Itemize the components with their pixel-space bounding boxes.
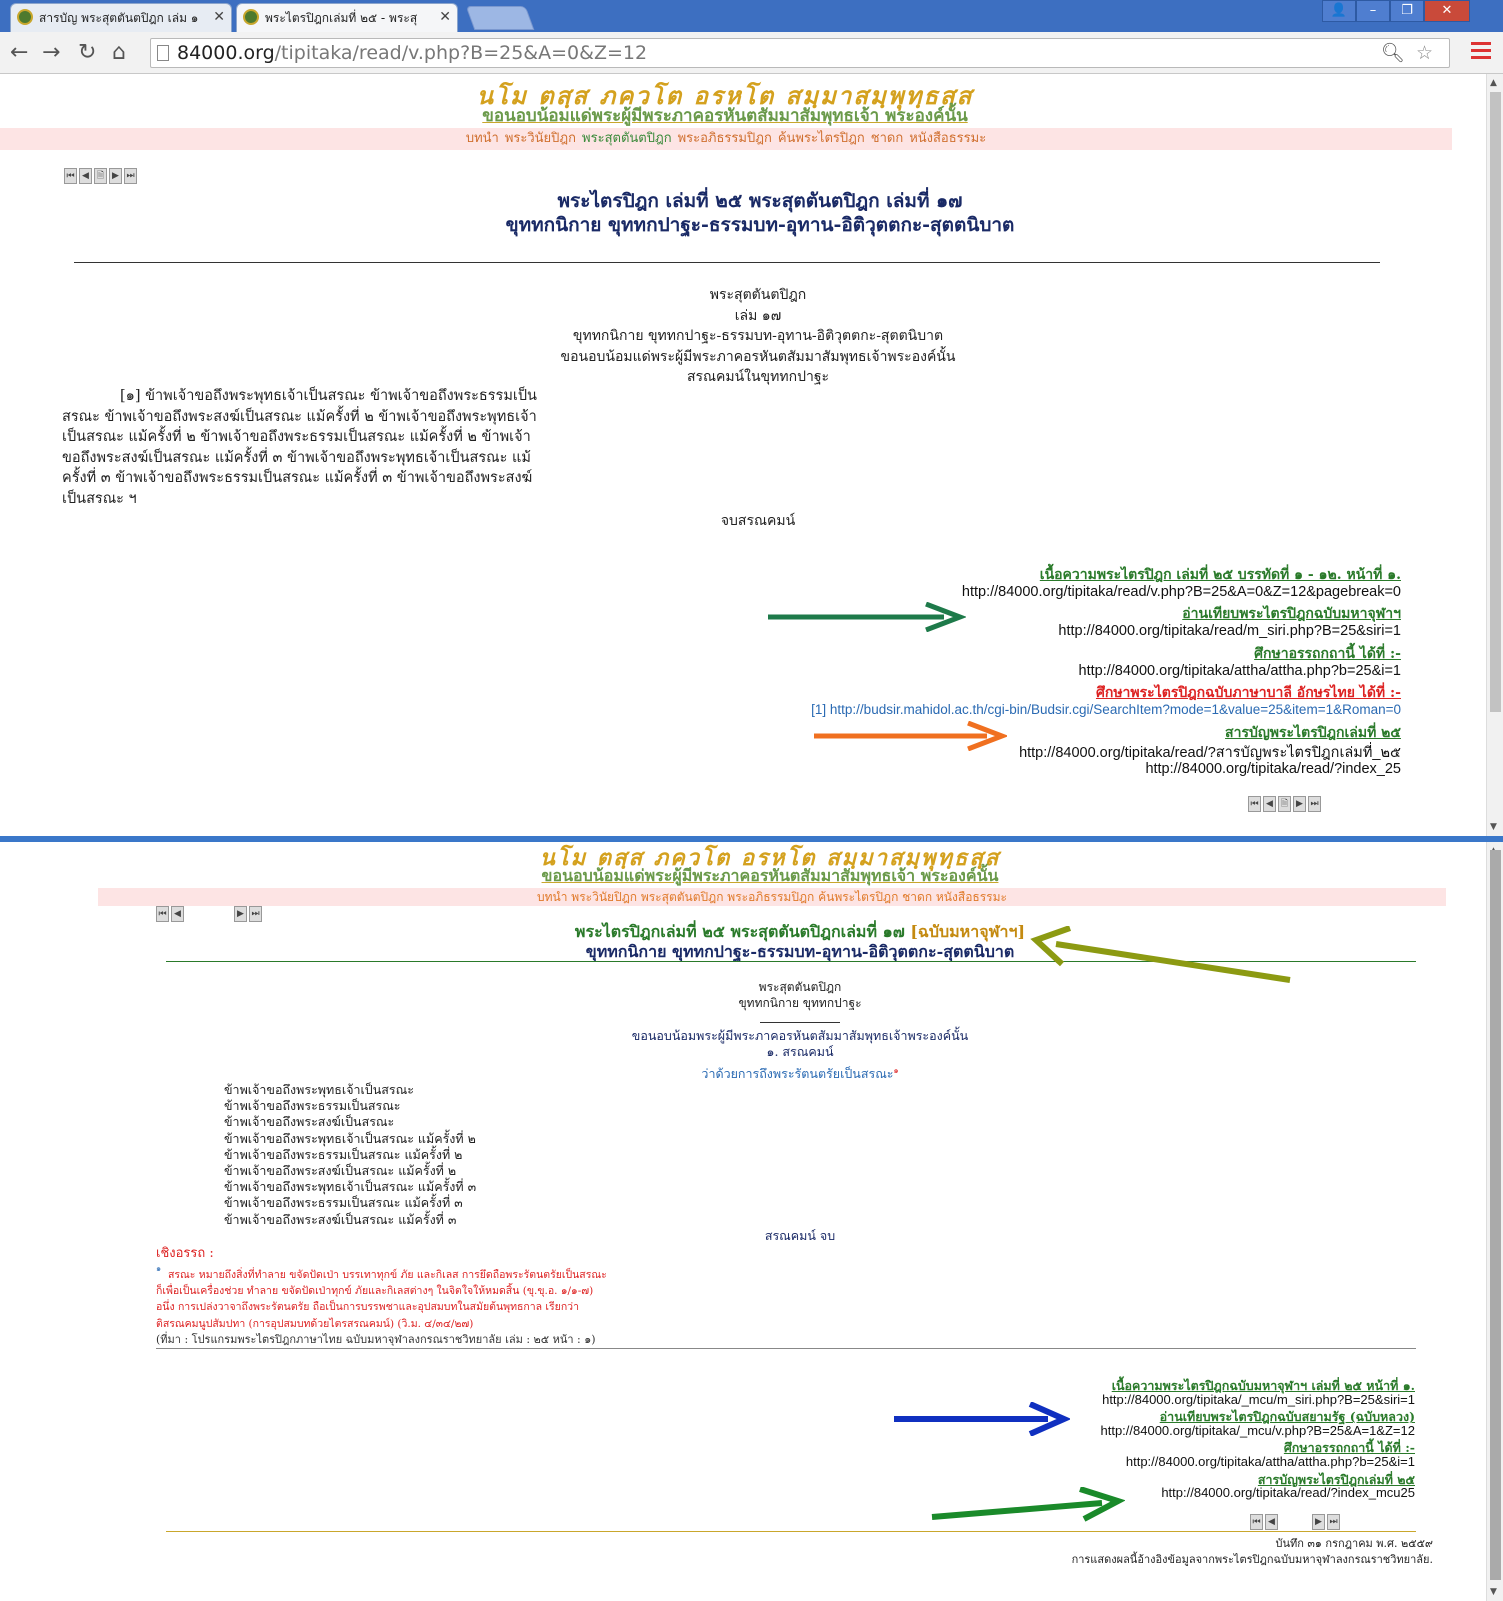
footnote-rule <box>156 1348 1416 1349</box>
page-icon <box>157 45 169 61</box>
homage-line: ขอนอบน้อมแด่พระผู้มีพระภาคอรหันตสัมมาสัมพุทธเจ้า พระองค์นั้น <box>482 106 968 126</box>
profile-icon[interactable]: 👤 <box>1322 0 1356 22</box>
chapter-title: ๑. สรณคมน์ <box>766 1044 834 1059</box>
nav-link[interactable]: พระสุตตันตปิฎก <box>582 131 672 146</box>
prev-page-icon[interactable]: ◀ <box>171 906 184 922</box>
close-window-button[interactable]: ✕ <box>1424 0 1470 22</box>
restore-button[interactable]: ❐ <box>1390 0 1424 22</box>
back-arrow-icon[interactable]: ← <box>10 40 29 65</box>
home-icon[interactable]: ⌂ <box>112 40 126 65</box>
last-page-icon[interactable]: ⏭ <box>124 168 137 184</box>
link-url[interactable]: http://84000.org/tipitaka/read/m_siri.php?B=25&siri=1 <box>1058 623 1401 640</box>
page-view-royal-edition <box>0 74 1503 836</box>
scrollbar[interactable] <box>1486 74 1503 836</box>
volume-subtitle: ขุททกนิกาย ขุททกปาฐะ-ธรรมบท-อุทาน-อิติวุตตกะ-สุตตนิบาต <box>505 214 1015 236</box>
close-tab-icon[interactable]: ✕ <box>213 9 225 25</box>
pager-bottom <box>1250 1514 1340 1530</box>
address-host: 84000.org <box>177 42 275 64</box>
site-favicon-icon <box>17 9 33 25</box>
footnote-line: ติสรณคมนูปสัมปทา (การอุปสมบทด้วยไตรสรณคมน์) (วิ.ม. ๔/๓๔/๒๗) <box>156 1317 474 1330</box>
pager-bottom <box>1248 796 1321 812</box>
prev-page-icon[interactable]: ◀ <box>1265 1514 1278 1530</box>
nav-link[interactable]: ชาดก <box>870 131 904 146</box>
meta-collection: พระสุตตันตปิฎก <box>758 980 842 994</box>
link-url[interactable]: http://84000.org/tipitaka/_mcu/v.php?B=25&A=1&Z=12 <box>1100 1422 1415 1438</box>
browser-toolbar <box>0 32 1503 74</box>
next-page-icon[interactable]: ▶ <box>234 906 247 922</box>
address-bar[interactable] <box>150 38 1450 68</box>
meta-nikaya: ขุททกนิกาย ขุททกปาฐะ <box>738 996 862 1010</box>
end-marker: สรณคมน์ จบ <box>764 1228 836 1243</box>
homage-line: ขอนอบน้อมแด่พระผู้มีพระภาคอรหันตสัมมาสัมพุทธเจ้า พระองค์นั้น <box>541 866 999 885</box>
verse-line: เป็นสรณะ ฯ <box>62 490 137 507</box>
verse-line: ข้าพเจ้าขอถึงพระสงฆ์เป็นสรณะ แม้ครั้งที่ ๒ <box>224 1163 457 1178</box>
first-page-icon[interactable]: ⏮ <box>1250 1514 1263 1530</box>
pali-motto: นโม ตสฺส ภควโต อรหโต สมฺมาสมฺพุทฺธสฺส <box>476 81 974 110</box>
link-heading[interactable]: สารบัญพระไตรปิฎกเล่มที่ ๒๕ <box>1257 1471 1415 1487</box>
next-page-icon[interactable]: ▶ <box>1312 1514 1325 1530</box>
site-nav <box>0 128 1452 150</box>
footer-rule <box>166 1531 1416 1532</box>
end-marker: จบสรณคมน์ <box>720 513 796 529</box>
minimize-button[interactable]: – <box>1356 0 1390 22</box>
verse-line: ข้าพเจ้าขอถึงพระพุทธเจ้าเป็นสรณะ แม้ครั้งที่ ๓ <box>224 1179 477 1195</box>
link-heading[interactable]: เนื้อความพระไตรปิฎก เล่มที่ ๒๕ บรรทัดที่ ๑ - ๑๒. หน้าที่ ๑. <box>1039 567 1401 583</box>
zoom-icon[interactable]: 🔍︎ <box>1380 42 1405 64</box>
prev-page-icon[interactable]: ◀ <box>1263 796 1276 812</box>
tab-strip <box>0 0 1503 32</box>
nav-link[interactable]: บทนำ <box>465 131 499 146</box>
short-rule <box>760 1022 840 1023</box>
link-heading[interactable]: สารบัญพระไตรปิฎกเล่มที่ ๒๕ <box>1225 724 1401 741</box>
arrow-annotation-blue <box>892 1402 1070 1436</box>
new-tab-button[interactable] <box>466 6 535 30</box>
tab-label: สารบัญ พระสุตตันตปิฎก เล่ม ๑ <box>39 10 199 25</box>
site-favicon-icon <box>243 9 259 25</box>
footnote-line: สรณะ หมายถึงสิ่งที่ทำลาย ขจัดปัดเป่า บรรเทาทุกข์ ภัย และกิเลส การยึดถือพระรัตนตรัยเป็นสรณะ <box>168 1269 607 1281</box>
verse-line: ข้าพเจ้าขอถึงพระธรรมเป็นสรณะ <box>224 1098 401 1114</box>
prev-page-icon[interactable]: ◀ <box>79 168 92 184</box>
next-page-icon[interactable]: ▶ <box>109 168 122 184</box>
meta-line: เล่ม ๑๗ <box>734 307 782 324</box>
link-url[interactable]: http://84000.org/tipitaka/read/?index_mcu25 <box>1161 1485 1415 1501</box>
link-url[interactable]: http://84000.org/tipitaka/attha/attha.php?b=25&i=1 <box>1125 1454 1415 1469</box>
verse-line: ขอถึงพระสงฆ์เป็นสรณะ แม้ครั้งที่ ๓ ข้าพเจ้าขอถึงพระพุทธเจ้าเป็นสรณะ แม้ <box>62 449 531 466</box>
chapter-subtitle-text: ว่าด้วยการถึงพระรัตนตรัยเป็นสรณะ <box>701 1066 894 1082</box>
scroll-down-icon[interactable]: ▼ <box>1490 822 1497 832</box>
reload-icon[interactable]: ↻ <box>78 40 97 65</box>
tab-label: พระไตรปิฎกเล่มที่ ๒๕ - พระสุ <box>265 10 418 25</box>
verse-line: ข้าพเจ้าขอถึงพระพุทธเจ้าเป็นสรณะ แม้ครั้งที่ ๒ <box>224 1130 476 1146</box>
data-source-note: การแสดงผลนี้อ้างอิงข้อมูลจากพระไตรปิฎกฉบับมหาจุฬาลงกรณราชวิทยาลัย. <box>1071 1553 1433 1566</box>
link-url[interactable]: http://84000.org/tipitaka/attha/attha.php?b=25&i=1 <box>1078 662 1401 679</box>
first-page-icon[interactable]: ⏮ <box>1248 796 1261 812</box>
close-tab-icon[interactable]: ✕ <box>439 9 451 25</box>
footnote-ref[interactable]: ๑ <box>893 1066 899 1075</box>
nav-link[interactable]: ค้นพระไตรปิฎก <box>777 131 865 146</box>
address-path: /tipitaka/read/v.php?B=25&A=0&Z=12 <box>274 42 648 64</box>
pager-spacer <box>1280 1514 1310 1530</box>
first-page-icon[interactable]: ⏮ <box>156 906 169 922</box>
link-url[interactable]: http://84000.org/tipitaka/read/v.php?B=25&A=0&Z=12&pagebreak=0 <box>961 583 1401 600</box>
arrow-annotation-olive <box>1030 926 1295 986</box>
saved-date: บันทึก ๓๑ กรกฎาคม พ.ศ. ๒๕๕๙ <box>1275 1537 1433 1550</box>
verse-line: ข้าพเจ้าขอถึงพระพุทธเจ้าเป็นสรณะ <box>224 1082 414 1097</box>
arrow-annotation-orange <box>812 721 1007 751</box>
footnote-heading: เชิงอรรถ : <box>156 1246 214 1261</box>
verse-line: [๑] ข้าพเจ้าขอถึงพระพุทธเจ้าเป็นสรณะ ข้าพเจ้าขอถึงพระธรรมเป็น <box>120 388 537 404</box>
nav-link[interactable]: พระวินัยปิฎก <box>504 131 577 146</box>
link-heading[interactable]: เนื้อความพระไตรปิฎกฉบับมหาจุฬาฯ เล่มที่ ๒๕ หน้าที่ ๑. <box>1111 1378 1415 1393</box>
document-icon[interactable]: 🗎 <box>94 168 107 184</box>
footnote-line: อนึ่ง การเปล่งวาจาถึงพระรัตนตรัย ถือเป็นการบรรพชาและอุปสมบทในสมัยต้นพุทธกาล เรียกว่า <box>156 1301 579 1314</box>
document-icon[interactable]: 🗎 <box>1278 796 1291 812</box>
verse-line: สรณะ ข้าพเจ้าขอถึงพระสงฆ์เป็นสรณะ แม้ครั้งที่ ๒ ข้าพเจ้าขอถึงพระพุทธเจ้า <box>62 408 537 425</box>
menu-icon[interactable] <box>1471 42 1491 62</box>
bookmark-star-icon[interactable]: ☆ <box>1415 42 1433 64</box>
tab-contents[interactable] <box>10 3 232 32</box>
last-page-icon[interactable]: ⏭ <box>249 906 262 922</box>
volume-subtitle: ขุททกนิกาย ขุททกปาฐะ-ธรรมบท-อุทาน-อิติวุตตกะ-สุตตนิบาต <box>585 942 1015 961</box>
verse-line: ข้าพเจ้าขอถึงพระสงฆ์เป็นสรณะ แม้ครั้งที่ ๓ <box>224 1211 457 1227</box>
homage-text: ขอนอบน้อมพระผู้มีพระภาคอรหันตสัมมาสัมพุทธเจ้าพระองค์นั้น <box>631 1028 969 1043</box>
nav-link[interactable]: หนังสือธรรมะ <box>909 131 987 146</box>
last-page-icon[interactable]: ⏭ <box>1308 796 1321 812</box>
scroll-thumb[interactable] <box>1490 850 1501 1580</box>
next-page-icon[interactable]: ▶ <box>1293 796 1306 812</box>
pager-top <box>64 168 137 184</box>
footnote-line: ก็เพื่อเป็นเครื่องช่วย ทำลาย ขจัดปัดเป่าทุกข์ ภัยและกิเลสต่างๆ ในจิตใจให้หมดสิ้น (ขุ.ขุ.อ. ๑/๑-๗) <box>156 1285 594 1298</box>
link-heading[interactable]: ศึกษาอรรถกถานี้ ได้ที่ :- <box>1254 645 1401 662</box>
arrow-annotation-dark-green <box>766 602 966 632</box>
scroll-down-icon[interactable]: ▼ <box>1490 1587 1497 1597</box>
first-page-icon[interactable]: ⏮ <box>64 168 77 184</box>
verse-line: ข้าพเจ้าขอถึงพระสงฆ์เป็นสรณะ <box>224 1114 395 1130</box>
source-note: (ที่มา : โปรแกรมพระไตรปิฎกภาษาไทย ฉบับมหาจุฬาลงกรณราชวิทยาลัย เล่ม : ๒๕ หน้า : ๑) <box>156 1333 596 1346</box>
edition-label: [ฉบับมหาจุฬาฯ] <box>910 922 1026 941</box>
scrollbar[interactable] <box>1486 842 1503 1601</box>
volume-title-text: พระไตรปิฎกเล่มที่ ๒๕ พระสุตตันตปิฎกเล่มที่ ๑๗ <box>574 922 905 941</box>
scroll-up-icon[interactable]: ▲ <box>1490 78 1497 88</box>
verse-line: ข้าพเจ้าขอถึงพระธรรมเป็นสรณะ แม้ครั้งที่ ๒ <box>224 1146 463 1162</box>
scroll-thumb[interactable] <box>1490 92 1501 712</box>
site-nav: บทนำ พระวินัยปิฎก พระสุตตันตปิฎก พระอภิธรรมปิฎก ค้นพระไตรปิฎก ชาดก หนังสือธรรมะ <box>98 888 1446 906</box>
title-rule <box>74 262 1380 263</box>
meta-line: ขอนอบน้อมแด่พระผู้มีพระภาคอรหันตสัมมาสัมพุทธเจ้าพระองค์นั้น <box>560 348 956 365</box>
tab-current[interactable] <box>236 3 458 32</box>
link-url[interactable]: [1] http://budsir.mahidol.ac.th/cgi-bin/Budsir.cgi/SearchItem?mode=1&value=25&item=1&Roman=0 <box>811 701 1401 717</box>
page-view-mcu-edition <box>0 842 1503 1601</box>
pali-motto: นโม ตสฺส ภควโต อรหโต สมฺมาสมฺพุทฺธสฺส <box>539 845 1001 871</box>
volume-title: พระไตรปิฎก เล่มที่ ๒๕ พระสุตตันตปิฎก เล่มที่ ๑๗ <box>557 190 963 212</box>
forward-arrow-icon[interactable]: → <box>42 40 61 65</box>
meta-line: ขุททกนิกาย ขุททกปาฐะ-ธรรมบท-อุทาน-อิติวุตตกะ-สุตตนิบาต <box>572 328 944 344</box>
link-url[interactable]: http://84000.org/tipitaka/read/?สารบัญพระไตรปิฎกเล่มที่_๒๕ <box>1019 745 1401 762</box>
last-page-icon[interactable]: ⏭ <box>1327 1514 1340 1530</box>
arrow-annotation-green <box>930 1487 1125 1523</box>
link-heading[interactable]: ศึกษาอรรถกถานี้ ได้ที่ :- <box>1283 1440 1415 1456</box>
link-heading[interactable]: อ่านเทียบพระไตรปิฎกฉบับสยามรัฐ (ฉบับหลวง) <box>1159 1409 1415 1425</box>
link-url[interactable]: http://84000.org/tipitaka/_mcu/m_siri.php?B=25&siri=1 <box>1102 1391 1415 1407</box>
link-heading[interactable]: อ่านเทียบพระไตรปิฎกฉบับมหาจุฬาฯ <box>1182 606 1401 623</box>
nav-link[interactable]: พระอภิธรรมปิฎก <box>677 131 772 146</box>
verse-line: เป็นสรณะ แม้ครั้งที่ ๒ ข้าพเจ้าขอถึงพระธรรมเป็นสรณะ แม้ครั้งที่ ๒ ข้าพเจ้า <box>62 429 531 445</box>
verse-line: ครั้งที่ ๓ ข้าพเจ้าขอถึงพระธรรมเป็นสรณะ แม้ครั้งที่ ๓ ข้าพเจ้าขอถึงพระสงฆ์ <box>62 470 533 486</box>
meta-line: สรณคมน์ในขุททกปาฐะ <box>686 369 830 385</box>
meta-line: พระสุตตันตปิฎก <box>709 287 807 303</box>
footnote-number: ๑ <box>156 1264 162 1273</box>
verse-line: ข้าพเจ้าขอถึงพระธรรมเป็นสรณะ แม้ครั้งที่ ๓ <box>224 1195 463 1211</box>
link-heading[interactable]: ศึกษาพระไตรปิฎกฉบับภาษาบาลี อักษรไทย ได้ที่ :- <box>1095 685 1401 702</box>
link-url[interactable]: http://84000.org/tipitaka/read/?index_25 <box>1145 761 1401 777</box>
